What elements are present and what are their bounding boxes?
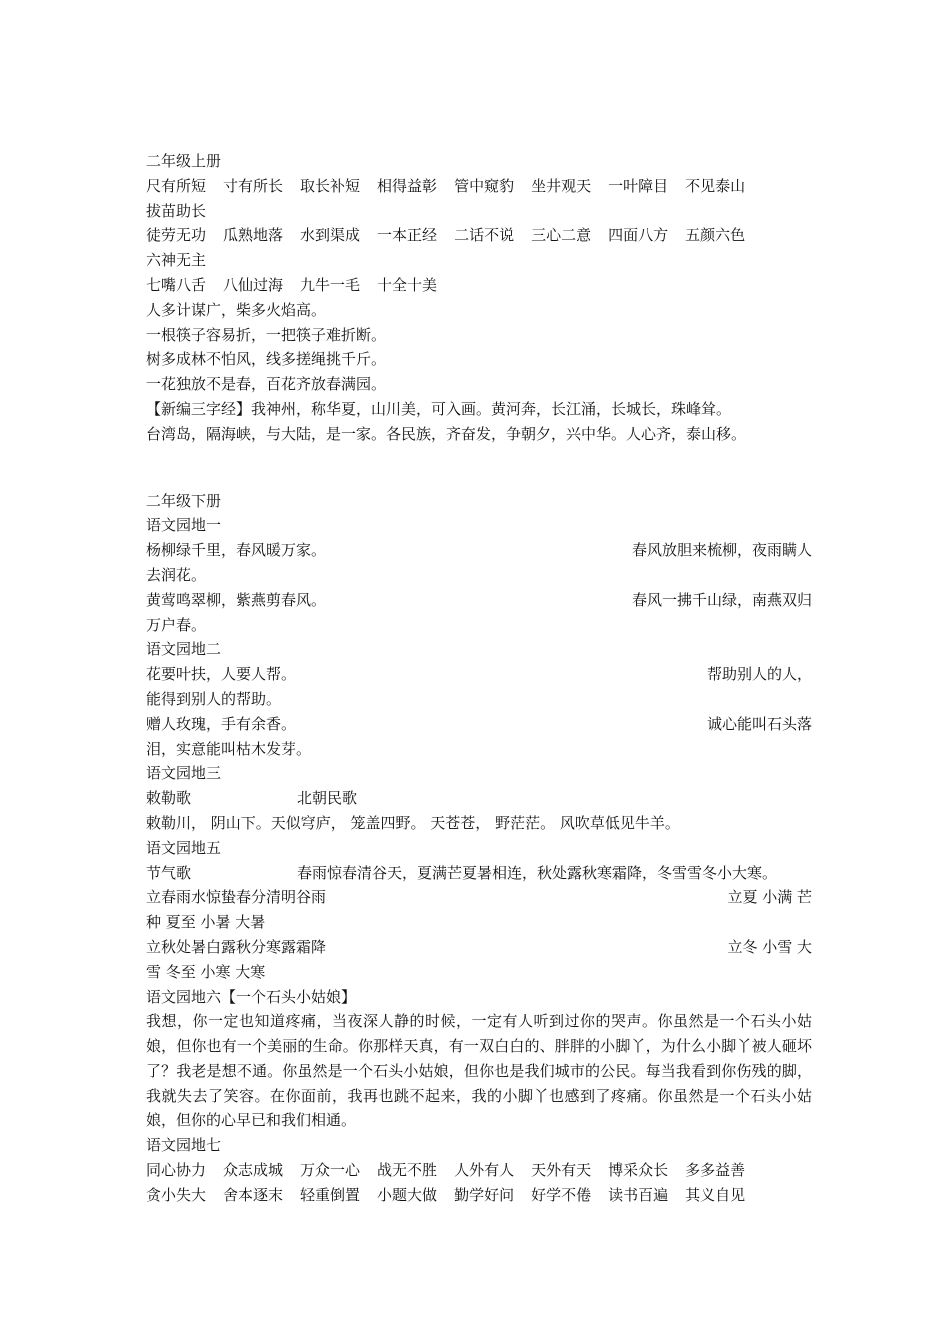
idiom: 众志成城 [223,1161,284,1180]
idiom: 尺有所短 [146,176,207,195]
solar-terms-left: 立春雨水惊蛰春分清明谷雨 [146,888,327,907]
saying-right: 帮助别人的人， [706,665,812,684]
solar-terms-line [146,885,812,910]
unit-heading-2: 语文园地二 [146,640,222,659]
saying-right: 诚心能叫石头落 [706,714,812,733]
idiom: 一叶障目 [608,176,669,195]
saying-wrap: 泪，实意能叫枯木发芽。 [146,739,312,758]
story-paragraph: 我想，你一定也知道疼痛，当夜深人静的时候，一定有人听到过你的哭声。你虽然是一个石头小姑娘，但你也有一个美丽的生命。你那样天真，有一双白白的、胖胖的小脚丫，为什么小脚丫被人砸坏了？我老是想不通。你虽然是一个石头小姑娘，但你也是我们城市的公民。每当我看到你伤残的脚，我就失去了笑容。在你面前，我再也跳不起来，我的小脚丫也感到了疼痛。你虽然是一个石头小姑娘，但你的心早已和我们相通。 [146,1012,812,1130]
unit-heading-6: 语文园地六【一个石头小姑娘】 [146,987,357,1006]
idiom-row-2-wrap: 六神无主 [146,251,207,270]
idiom-row-7b [146,1183,812,1208]
idiom: 二话不说 [454,226,515,245]
idiom: 轻重倒置 [300,1185,361,1204]
idiom: 八仙过海 [223,275,284,294]
idiom: 好学不倦 [531,1185,592,1204]
solar-terms-line [146,935,812,960]
idiom: 万众一心 [300,1161,361,1180]
solar-terms-wrap: 种 夏至 小暑 大暑 [146,913,266,932]
idiom-row-2 [146,223,812,248]
idiom: 水到渠成 [300,226,361,245]
idiom: 相得益彰 [377,176,438,195]
idiom: 天外有天 [531,1161,592,1180]
couplet-line [146,588,812,613]
idiom-row-3 [146,273,812,298]
idiom-row-1 [146,174,812,199]
idiom: 九牛一毛 [300,275,361,294]
section-gap [146,447,812,489]
idiom-row-7a [146,1158,812,1183]
saying-left: 花要叶扶，人要人帮。 [146,665,297,684]
unit-heading-3: 语文园地三 [146,764,222,783]
couplet-left: 黄莺鸣翠柳，紫燕剪春风。 [146,590,327,609]
solar-terms-right: 立冬 小雪 大 [727,937,812,956]
saying-wrap: 能得到别人的帮助。 [146,689,282,708]
saying: 树多成林不怕风，线多搓绳挑千斤。 [146,350,387,369]
idiom: 七嘴八舌 [146,275,207,294]
solar-terms-wrap: 雪 冬至 小寒 大寒 [146,962,266,981]
idiom-row-1-wrap: 拔苗助长 [146,201,207,220]
idiom: 四面八方 [608,226,669,245]
saying-line [146,662,812,687]
couplet-right: 春风放胆来梳柳，夜雨瞒人 [631,541,812,560]
idiom: 博采众长 [608,1161,669,1180]
idiom: 舍本逐末 [223,1185,284,1204]
saying-line [146,712,812,737]
couplet-wrap: 万户春。 [146,615,207,634]
idiom: 不见泰山 [685,176,746,195]
solar-terms-left: 立秋处暑白露秋分寒露霜降 [146,937,327,956]
unit-heading-5: 语文园地五 [146,838,222,857]
solar-terms-right: 立夏 小满 芒 [727,888,812,907]
idiom: 管中窥豹 [454,176,515,195]
idiom: 十全十美 [377,275,438,294]
poem-title: 敕勒歌 [146,789,192,808]
idiom: 一本正经 [377,226,438,245]
section-title-upper: 二年级上册 [146,152,222,170]
idiom: 战无不胜 [377,1161,438,1180]
song-line [146,861,812,886]
poem-header [146,786,812,811]
idiom: 寸有所长 [223,176,284,195]
idiom: 其义自见 [685,1185,746,1204]
idiom: 五颜六色 [685,226,746,245]
idiom: 贪小失大 [146,1185,207,1204]
saying: 人多计谋广，柴多火焰高。 [146,300,327,319]
idiom: 读书百遍 [608,1185,669,1204]
unit-heading-7: 语文园地七 [146,1136,222,1155]
poem-source: 北朝民歌 [297,789,358,808]
unit-heading-1: 语文园地一 [146,516,222,535]
idiom: 人外有人 [454,1161,515,1180]
sanzijing-line-2: 台湾岛，隔海峡，与大陆，是一家。各民族，齐奋发，争朝夕，兴中华。人心齐，泰山移。 [146,424,747,443]
poem-text: 敕勒川， 阴山下。天似穹庐， 笼盖四野。 天苍苍， 野茫茫。 风吹草低见牛羊。 [146,813,680,832]
song-text: 春雨惊春清谷天，夏满芒夏暑相连，秋处露秋寒霜降，冬雪雪冬小大寒。 [297,863,778,882]
couplet-right: 春风一拂千山绿，南燕双归 [631,590,812,609]
idiom: 坐井观天 [531,176,592,195]
idiom: 取长补短 [300,176,361,195]
section-title-lower: 二年级下册 [146,491,222,510]
sanzijing-line-1: 【新编三字经】我神州，称华夏，山川美，可入画。黄河奔，长江涌，长城长，珠峰耸。 [146,399,732,418]
song-title: 节气歌 [146,863,192,882]
couplet-wrap: 去润花。 [146,565,207,584]
document-page [146,149,812,1208]
idiom: 多多益善 [685,1161,746,1180]
idiom: 勤学好问 [454,1185,515,1204]
couplet-left: 杨柳绿千里，春风暖万家。 [146,541,327,560]
saying: 一根筷子容易折，一把筷子难折断。 [146,325,387,344]
saying: 一花独放不是春，百花齐放春满园。 [146,375,387,394]
saying-left: 赠人玫瑰，手有余香。 [146,714,297,733]
idiom: 同心协力 [146,1161,207,1180]
idiom: 小题大做 [377,1185,438,1204]
idiom: 徒劳无功 [146,226,207,245]
idiom: 三心二意 [531,226,592,245]
idiom: 瓜熟地落 [223,226,284,245]
couplet-line [146,538,812,563]
